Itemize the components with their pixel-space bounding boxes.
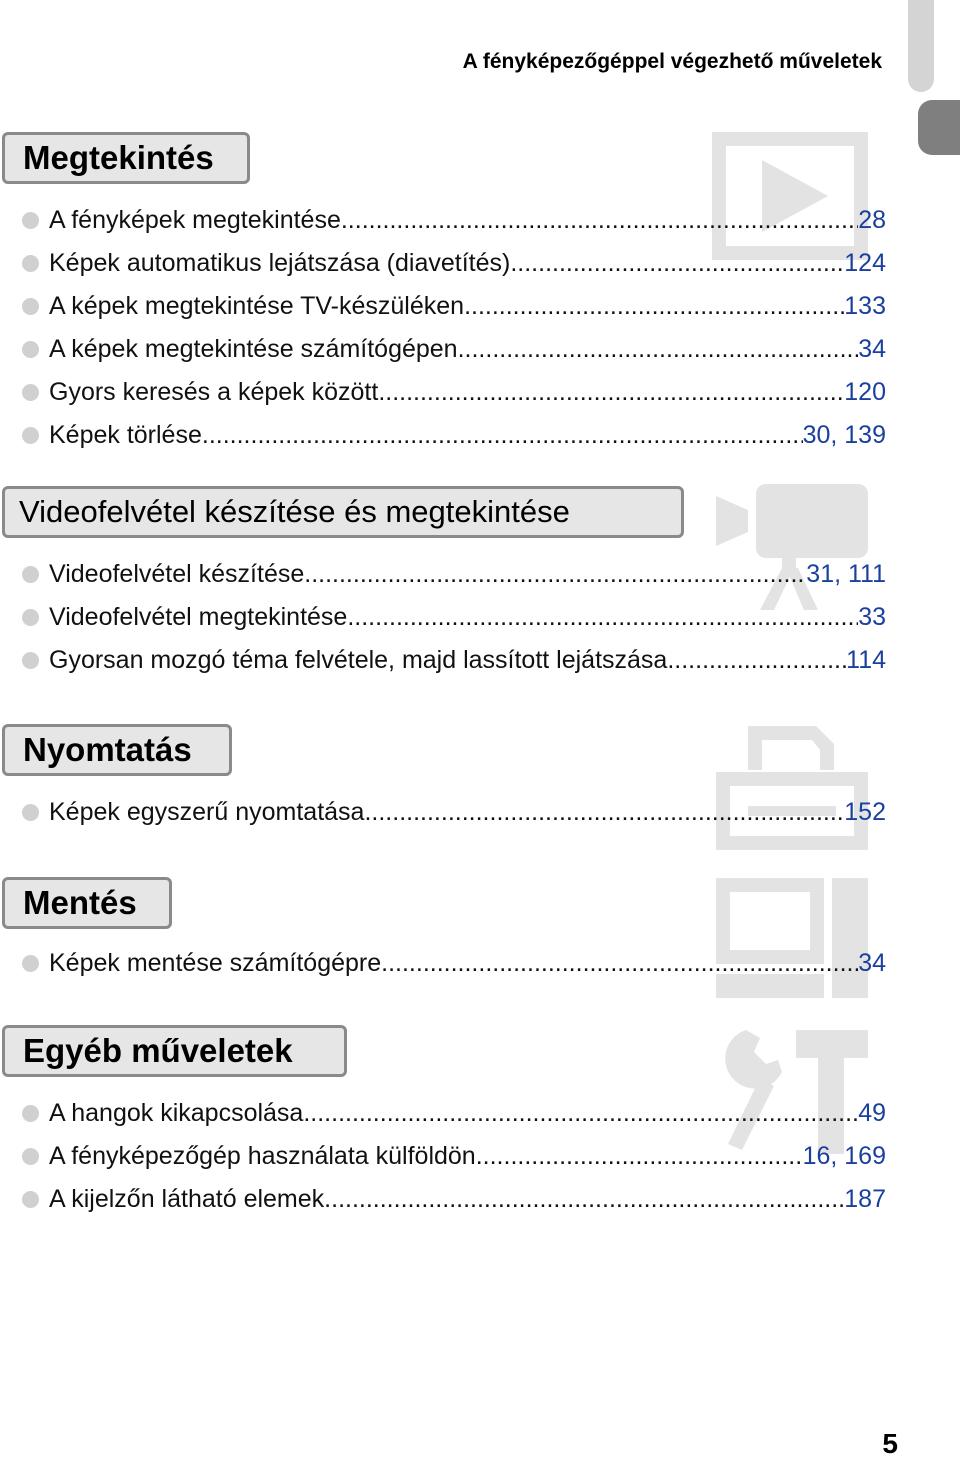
page-header-title: A fényképezőgéppel végezhető műveletek	[462, 50, 882, 73]
list-item	[22, 375, 886, 409]
leader-dots	[464, 292, 844, 321]
bullet	[22, 566, 39, 583]
section-title-other: Egyéb műveletek	[2, 1025, 347, 1077]
bullet	[22, 1148, 39, 1165]
leader-dots	[476, 1142, 803, 1171]
leader-dots	[341, 206, 858, 235]
item-label: Videofelvétel megtekintése	[49, 602, 348, 631]
list-item	[22, 332, 886, 366]
page-reference[interactable]: 114	[846, 645, 886, 674]
leader-dots	[303, 1099, 858, 1128]
leader-dots	[465, 335, 859, 364]
list-item	[22, 795, 886, 829]
bullet	[22, 652, 39, 669]
page-reference[interactable]: 187	[844, 1184, 886, 1213]
list-item	[22, 1139, 886, 1173]
item-label: Gyors keresés a képek között	[49, 377, 379, 406]
list-item	[22, 418, 886, 452]
bullet	[22, 955, 39, 972]
movie-camera-icon	[716, 484, 868, 612]
bullet	[22, 298, 39, 315]
section-title-movie: Videofelvétel készítése és megtekintése	[2, 486, 684, 538]
item-label: A hangok kikapcsolása	[49, 1098, 304, 1127]
leader-dots	[667, 646, 846, 675]
page-reference[interactable]: 34	[858, 334, 886, 363]
page-reference[interactable]: 133	[844, 291, 886, 320]
list-item	[22, 946, 886, 980]
page-reference[interactable]: 31, 111	[806, 559, 886, 588]
section-title-playback: Megtekintés	[2, 132, 250, 184]
bullet	[22, 1105, 39, 1122]
bullet	[22, 341, 39, 358]
item-label: Képek automatikus lejátszása (diavetítés)	[49, 248, 511, 277]
page-reference[interactable]: 124	[844, 248, 886, 277]
item-label: Gyorsan mozgó téma felvétele, majd lassított lejátszása	[49, 645, 668, 674]
list-item	[22, 246, 886, 280]
leader-dots	[381, 949, 858, 978]
playback-icon	[712, 132, 868, 260]
item-label: A képek megtekintése TV-készüléken	[49, 291, 465, 320]
page-reference[interactable]: 120	[844, 377, 886, 406]
item-label: A fényképek megtekintése	[49, 205, 341, 234]
leader-dots	[202, 421, 803, 450]
bullet	[22, 427, 39, 444]
page-reference[interactable]: 30, 139	[802, 420, 886, 449]
list-item	[22, 643, 886, 677]
leader-dots	[304, 560, 806, 589]
chapter-tab-active	[918, 100, 960, 155]
page-reference[interactable]: 33	[858, 602, 886, 631]
item-label: Képek mentése számítógépre	[49, 948, 382, 977]
page-reference[interactable]: 28	[858, 205, 886, 234]
list-item	[22, 557, 886, 591]
item-label: Képek egyszerű nyomtatása	[49, 797, 365, 826]
leader-dots	[364, 798, 844, 827]
list-item	[22, 600, 886, 634]
bullet	[22, 255, 39, 272]
page-reference[interactable]: 16, 169	[802, 1141, 886, 1170]
list-item	[22, 1096, 886, 1130]
chapter-tab-top	[908, 0, 934, 92]
computer-icon	[716, 878, 868, 998]
bullet	[22, 1191, 39, 1208]
item-label: Videofelvétel készítése	[49, 559, 305, 588]
item-label: A kijelzőn látható elemek	[49, 1184, 325, 1213]
printer-icon	[716, 726, 868, 850]
leader-dots	[324, 1185, 844, 1214]
list-item	[22, 203, 886, 237]
bullet	[22, 212, 39, 229]
list-item	[22, 1182, 886, 1216]
item-label: A képek megtekintése számítógépen.	[49, 334, 465, 363]
leader-dots	[510, 249, 844, 278]
leader-dots	[378, 378, 844, 407]
tools-icon	[720, 1024, 870, 1154]
page-reference[interactable]: 34	[858, 948, 886, 977]
page-reference[interactable]: 152	[844, 797, 886, 826]
page-number: 5	[882, 1428, 898, 1459]
leader-dots	[347, 603, 858, 632]
item-label: A fényképezőgép használata külföldön	[49, 1141, 476, 1170]
item-label: Képek törlése	[49, 420, 202, 449]
list-item	[22, 289, 886, 323]
page-reference[interactable]: 49	[858, 1098, 886, 1127]
bullet	[22, 804, 39, 821]
section-title-print: Nyomtatás	[2, 724, 232, 776]
bullet	[22, 609, 39, 626]
bullet	[22, 384, 39, 401]
section-title-save: Mentés	[2, 877, 172, 929]
